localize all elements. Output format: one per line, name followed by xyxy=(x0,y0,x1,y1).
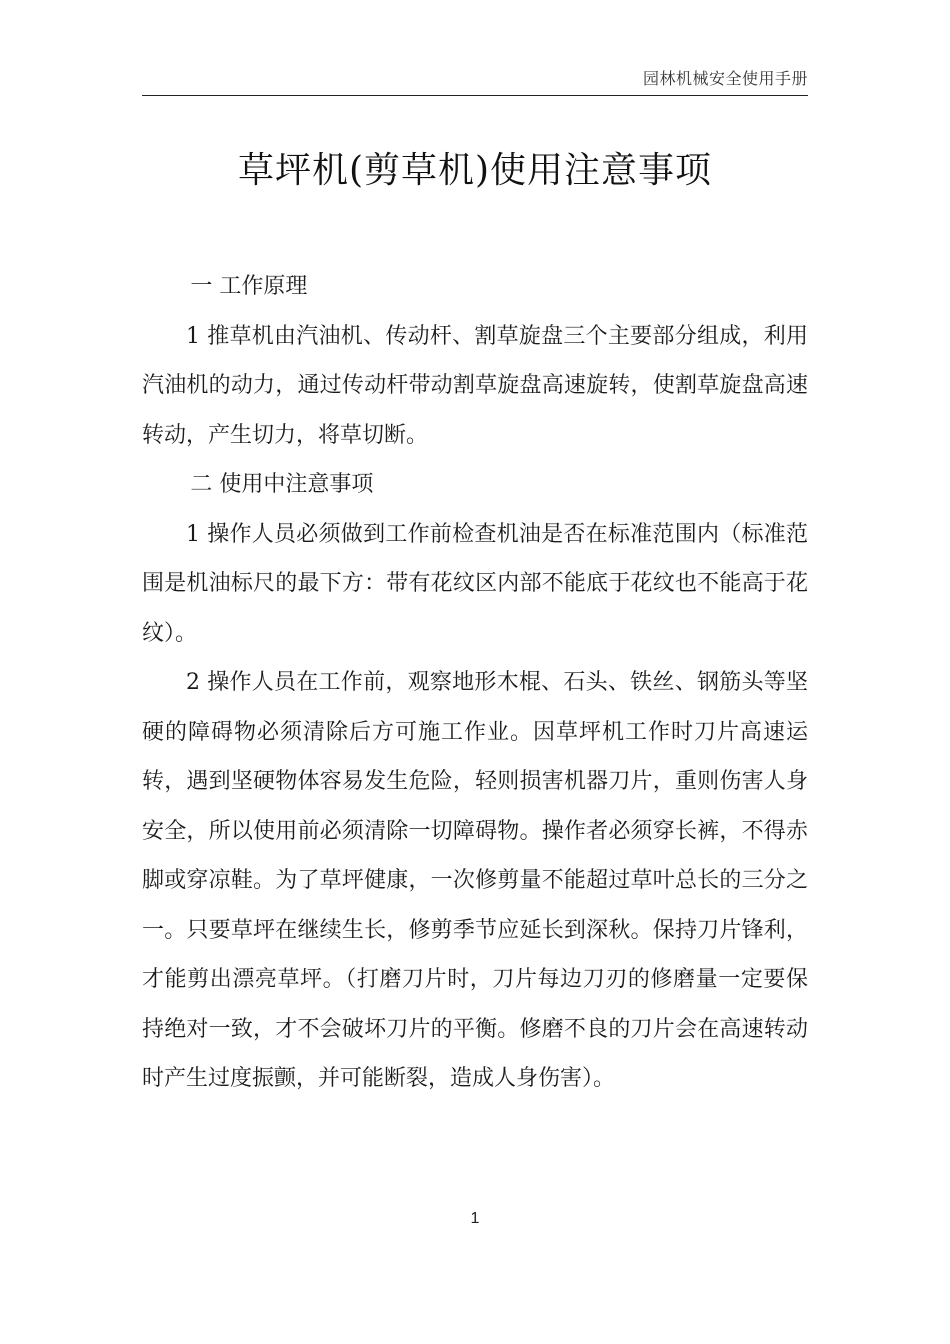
paragraph-precaution-2: 2 操作人员在工作前，观察地形木棍、石头、铁丝、钢筋头等坚硬的障碍物必须清除后方可施工作业。因草坪机工作时刀片高速运转，遇到坚硬物体容易发生危险，轻则损害机器刀片，重则伤害人身安全，所以使用前必须清除一切障碍物。操作者必须穿长裤，不得赤脚或穿凉鞋。为了草坪健康，一次修剪量不能超过草叶总长的三分之一。只要草坪在继续生长，修剪季节应延长到深秋。保持刀片锋利，才能剪出漂亮草坪。（打磨刀片时，刀片每边刀刃的修磨量一定要保持绝对一致，才不会破坏刀片的平衡。修磨不良的刀片会在高速转动时产生过度振颤，并可能断裂，造成人身伤害）。 xyxy=(142,670,808,1091)
section-heading-precautions: 二 使用中注意事项 xyxy=(190,472,374,497)
section-heading-principle: 一 工作原理 xyxy=(190,274,308,299)
running-header: 园林机械安全使用手册 xyxy=(642,69,808,88)
paragraph-principle-1: 1 推草机由汽油机、传动杆、割草旋盘三个主要部分组成，利用汽油机的动力，通过传动杆带动割草旋盘高速旋转，使割草旋盘高速转动，产生切力，将草切断。 xyxy=(142,323,808,448)
document-body xyxy=(142,262,808,1104)
document-title: 草坪机(剪草机)使用注意事项 xyxy=(237,150,713,191)
page-number: 1 xyxy=(470,1210,480,1227)
header-rule xyxy=(142,95,808,96)
paragraph-precaution-1: 1 操作人员必须做到工作前检查机油是否在标准范围内（标准范围是机油标尺的最下方：带有花纹区内部不能底于花纹也不能高于花纹）。 xyxy=(142,521,808,646)
